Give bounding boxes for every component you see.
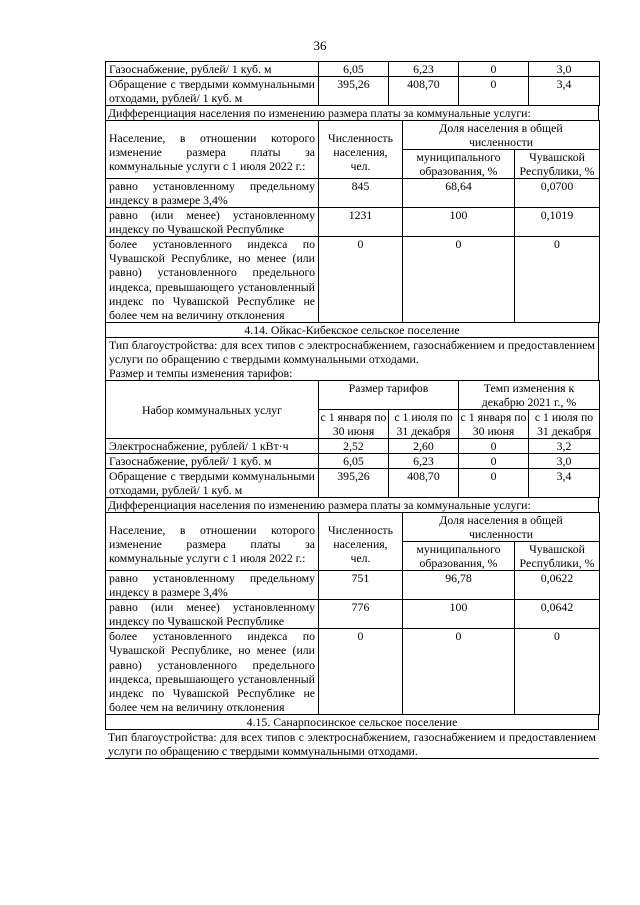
cell-value: 100	[403, 600, 515, 629]
cell-value: 395,26	[319, 77, 389, 106]
cell-value: 3,0	[529, 62, 600, 77]
cell-value: 6,23	[389, 62, 459, 77]
cell-value: 0	[459, 77, 529, 106]
table-row	[106, 439, 600, 454]
cell-value: 0	[459, 469, 529, 498]
header-share: Доля населения в общей численности	[403, 513, 600, 542]
header-services: Набор коммунальных услуг	[106, 381, 319, 439]
cell-value: 0	[459, 62, 529, 77]
cell-value: 6,05	[319, 62, 389, 77]
header-size: Размер тарифов	[319, 381, 459, 410]
tariff-table-continued	[105, 61, 600, 106]
page-number: 36	[313, 38, 327, 53]
header-population: Население, в отношении которого изменение размера платы за коммунальные услуги с 1 июля 2022 г.:	[106, 513, 319, 571]
header-count: Численность населения, чел.	[319, 513, 403, 571]
row-label: равно установленному предельному индексу в размере 3,4%	[106, 179, 319, 208]
row-label: более установленного индекса по Чувашской Республике, но менее (или равно) установленного предельного индекса, превышающего установленный индекс по Чувашской Республике не более чем на величину отклонения	[106, 237, 319, 323]
cell-value: 0	[319, 629, 403, 715]
cell-value: 0,0700	[515, 179, 600, 208]
table-row	[106, 179, 600, 208]
table-row	[106, 237, 600, 323]
cell-value: 0,0642	[515, 600, 600, 629]
cell-value: 0	[403, 237, 515, 323]
table-header-row	[106, 513, 600, 542]
cell-value: 0	[459, 439, 529, 454]
table-row	[106, 629, 600, 715]
cell-value: 0,1019	[515, 208, 600, 237]
cell-value: 845	[319, 179, 403, 208]
header-republic: Чувашской Республики, %	[515, 542, 600, 571]
row-label: равно установленному предельному индексу в размере 3,4%	[106, 571, 319, 600]
header-share: Доля населения в общей численности	[403, 121, 600, 150]
table-header-row	[106, 381, 600, 410]
cell-value: 2,52	[319, 439, 389, 454]
document-body	[105, 61, 599, 759]
cell-value: 408,70	[389, 469, 459, 498]
header-municipal: муниципального образования, %	[403, 542, 515, 571]
cell-value: 100	[403, 208, 515, 237]
row-label: Электроснабжение, рублей/ 1 кВт·ч	[106, 439, 319, 454]
cell-value: 3,4	[529, 469, 600, 498]
table-row	[106, 469, 600, 498]
cell-value: 68,64	[403, 179, 515, 208]
tariff-table	[105, 380, 600, 498]
cell-value: 0	[515, 237, 600, 323]
cell-value: 6,23	[389, 454, 459, 469]
header-municipal: муниципального образования, %	[403, 150, 515, 179]
cell-value: 1231	[319, 208, 403, 237]
header-rate: Темп изменения к декабрю 2021 г., %	[459, 381, 600, 410]
header-period: с 1 января по 30 июня	[319, 410, 389, 439]
table-row	[106, 62, 600, 77]
table-row	[106, 208, 600, 237]
improvement-type: Тип благоустройства: для всех типов с электроснабжением, газоснабжением и предоставлением услуги по обращению с твердыми коммунальными отходами.	[105, 730, 599, 759]
section-heading: 4.15. Санарпосинское сельское поселение	[105, 715, 599, 730]
cell-value: 395,26	[319, 469, 389, 498]
cell-value: 3,2	[529, 439, 600, 454]
row-label: равно (или менее) установленному индексу по Чувашской Республике	[106, 208, 319, 237]
cell-value: 2,60	[389, 439, 459, 454]
table-row	[106, 77, 600, 106]
row-label: Газоснабжение, рублей/ 1 куб. м	[106, 454, 319, 469]
header-period: с 1 января по 30 июня	[459, 410, 529, 439]
cell-value: 408,70	[389, 77, 459, 106]
cell-value: 96,78	[403, 571, 515, 600]
row-label: равно (или менее) установленному индексу по Чувашской Республике	[106, 600, 319, 629]
header-period: с 1 июля по 31 декабря	[389, 410, 459, 439]
table-header-row	[106, 121, 600, 150]
improvement-type: Тип благоустройства: для всех типов с электроснабжением, газоснабжением и предоставлением услуги по обращению с твердыми коммунальными отходами.	[105, 338, 599, 366]
cell-value: 0	[403, 629, 515, 715]
row-label: Обращение с твердыми коммунальными отходами, рублей/ 1 куб. м	[106, 469, 319, 498]
cell-value: 6,05	[319, 454, 389, 469]
cell-value: 751	[319, 571, 403, 600]
header-population: Население, в отношении которого изменение размера платы за коммунальные услуги с 1 июля 2022 г.:	[106, 121, 319, 179]
row-label: Газоснабжение, рублей/ 1 куб. м	[106, 62, 319, 77]
cell-value: 3,0	[529, 454, 600, 469]
tariffs-caption: Размер и темпы изменения тарифов:	[105, 366, 599, 380]
header-period: с 1 июля по 31 декабря	[529, 410, 600, 439]
table-row	[106, 454, 600, 469]
diff-caption: Дифференциация населения по изменению размера платы за коммунальные услуги:	[105, 498, 599, 512]
cell-value: 3,4	[529, 77, 600, 106]
table-row	[106, 571, 600, 600]
cell-value: 0	[459, 454, 529, 469]
header-republic: Чувашской Республики, %	[515, 150, 600, 179]
population-diff-table	[105, 512, 600, 715]
section-heading: 4.14. Ойкас-Кибекское сельское поселение	[105, 323, 599, 338]
header-count: Численность населения, чел.	[319, 121, 403, 179]
population-diff-table	[105, 120, 600, 323]
table-row	[106, 600, 600, 629]
diff-caption: Дифференциация населения по изменению размера платы за коммунальные услуги:	[105, 106, 599, 120]
cell-value: 776	[319, 600, 403, 629]
row-label: Обращение с твердыми коммунальными отходами, рублей/ 1 куб. м	[106, 77, 319, 106]
cell-value: 0	[515, 629, 600, 715]
cell-value: 0,0622	[515, 571, 600, 600]
cell-value: 0	[319, 237, 403, 323]
row-label: более установленного индекса по Чувашской Республике, но менее (или равно) установленного предельного индекса, превышающего установленный индекс по Чувашской Республике не более чем на величину отклонения	[106, 629, 319, 715]
